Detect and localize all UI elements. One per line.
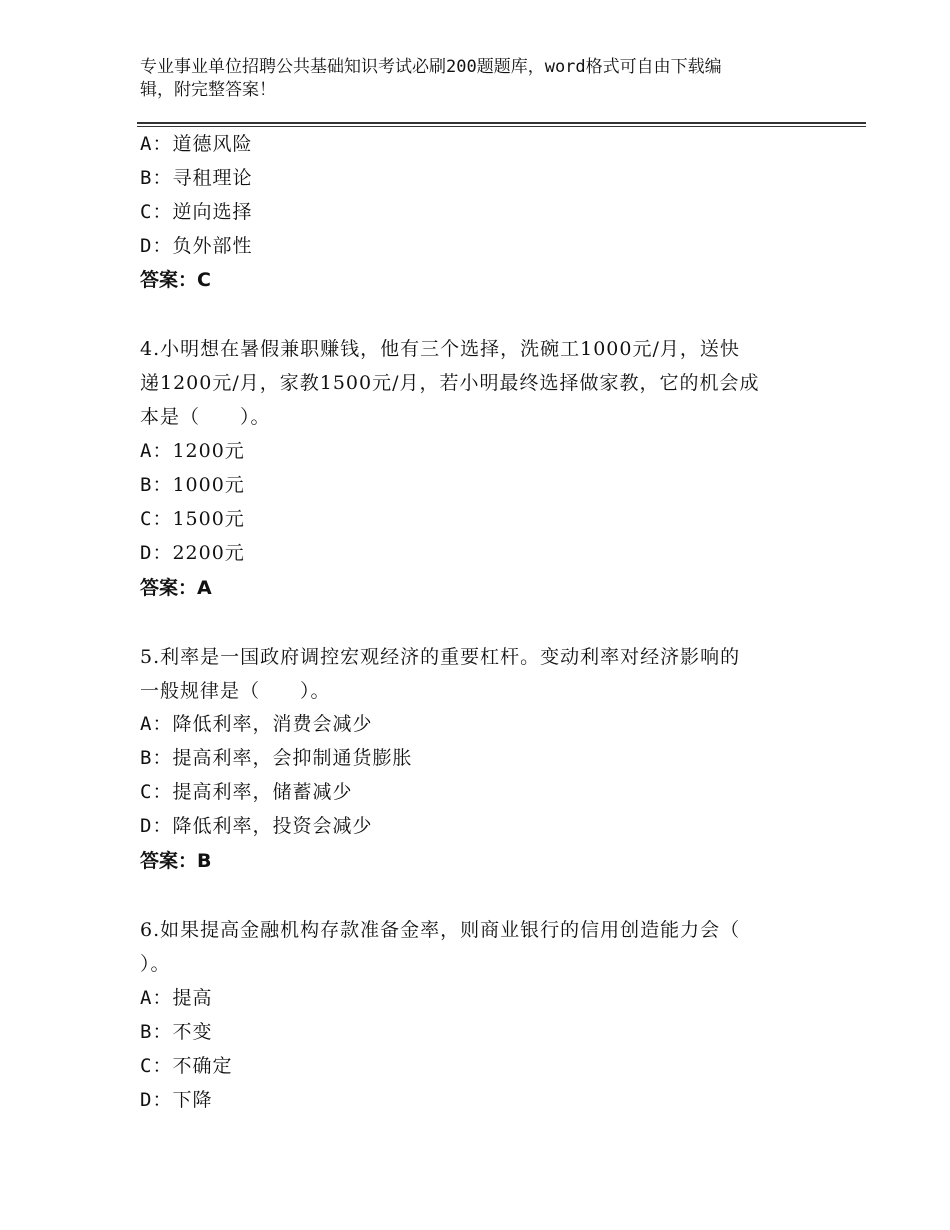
option-label: A： — [140, 440, 173, 462]
option-text: 1200元 — [172, 440, 245, 462]
option-text: 不变 — [172, 1021, 213, 1043]
option-text: 1500元 — [172, 508, 245, 530]
option-label: A： — [140, 133, 173, 155]
q4-answer: 答案：A — [140, 577, 212, 599]
q4-option-d — [140, 541, 245, 565]
q6-option-a — [140, 986, 212, 1010]
option-label: D： — [140, 235, 173, 257]
page-header — [140, 56, 800, 102]
q4-stem-line-3: 本是（ ）。 — [140, 406, 271, 428]
option-text: 降低利率，消费会减少 — [172, 713, 373, 735]
q3-answer: 答案：C — [140, 269, 211, 291]
q6-option-c — [140, 1054, 232, 1078]
option-label: B： — [140, 747, 173, 769]
q4-option-c — [140, 507, 245, 531]
option-text: 道德风险 — [172, 133, 253, 155]
q3-option-c — [140, 200, 252, 224]
header-rule-thin — [137, 126, 866, 127]
option-text: 1000元 — [172, 474, 245, 496]
option-text: 负外部性 — [172, 235, 253, 257]
q5-option-b — [140, 746, 412, 770]
option-label: D： — [140, 1089, 173, 1111]
option-label: C： — [140, 781, 173, 803]
option-text: 提高 — [172, 987, 213, 1009]
option-label: B： — [140, 167, 173, 189]
option-label: D： — [140, 815, 173, 837]
option-label: B： — [140, 1021, 173, 1043]
option-text: 下降 — [172, 1089, 213, 1111]
q6-option-d — [140, 1088, 212, 1112]
option-label: B： — [140, 474, 173, 496]
q6-option-b — [140, 1020, 212, 1044]
option-label: D： — [140, 542, 173, 564]
q3-option-a — [140, 132, 252, 156]
q4-stem-line-1: 4.小明想在暑假兼职赚钱，他有三个选择，洗碗工1000元/月，送快 — [140, 338, 740, 360]
option-text: 寻租理论 — [172, 167, 253, 189]
option-text: 提高利率，储蓄减少 — [172, 781, 353, 803]
q6-stem-line-1: 6.如果提高金融机构存款准备金率，则商业银行的信用创造能力会（ — [140, 919, 741, 941]
option-text: 提高利率，会抑制通货膨胀 — [172, 747, 413, 769]
option-label: C： — [140, 1055, 173, 1077]
header-line-2: 辑，附完整答案！ — [140, 80, 276, 100]
option-label: C： — [140, 201, 173, 223]
q6-stem-line-2: ）。 — [140, 953, 171, 975]
option-text: 降低利率，投资会减少 — [172, 815, 373, 837]
option-text: 2200元 — [172, 542, 245, 564]
option-label: A： — [140, 713, 173, 735]
q5-stem-line-1: 5.利率是一国政府调控宏观经济的重要杠杆。变动利率对经济影响的 — [140, 646, 741, 668]
q5-stem-line-2: 一般规律是（ ）。 — [140, 680, 331, 702]
q3-option-b — [140, 166, 252, 190]
option-label: A： — [140, 987, 173, 1009]
q4-option-a — [140, 439, 245, 463]
q4-stem-line-2: 递1200元/月，家教1500元/月，若小明最终选择做家教，它的机会成 — [140, 372, 760, 394]
option-label: C： — [140, 508, 173, 530]
q5-option-d — [140, 814, 372, 838]
header-rule-thick — [137, 122, 866, 124]
option-text: 不确定 — [172, 1055, 233, 1077]
q5-option-c — [140, 780, 352, 804]
header-line-1: 专业事业单位招聘公共基础知识考试必刷200题题库，word格式可自由下载编 — [140, 57, 722, 77]
option-text: 逆向选择 — [172, 201, 253, 223]
q5-option-a — [140, 712, 372, 736]
q4-option-b — [140, 473, 245, 497]
q5-answer: 答案：B — [140, 850, 212, 872]
q3-option-d — [140, 234, 252, 258]
